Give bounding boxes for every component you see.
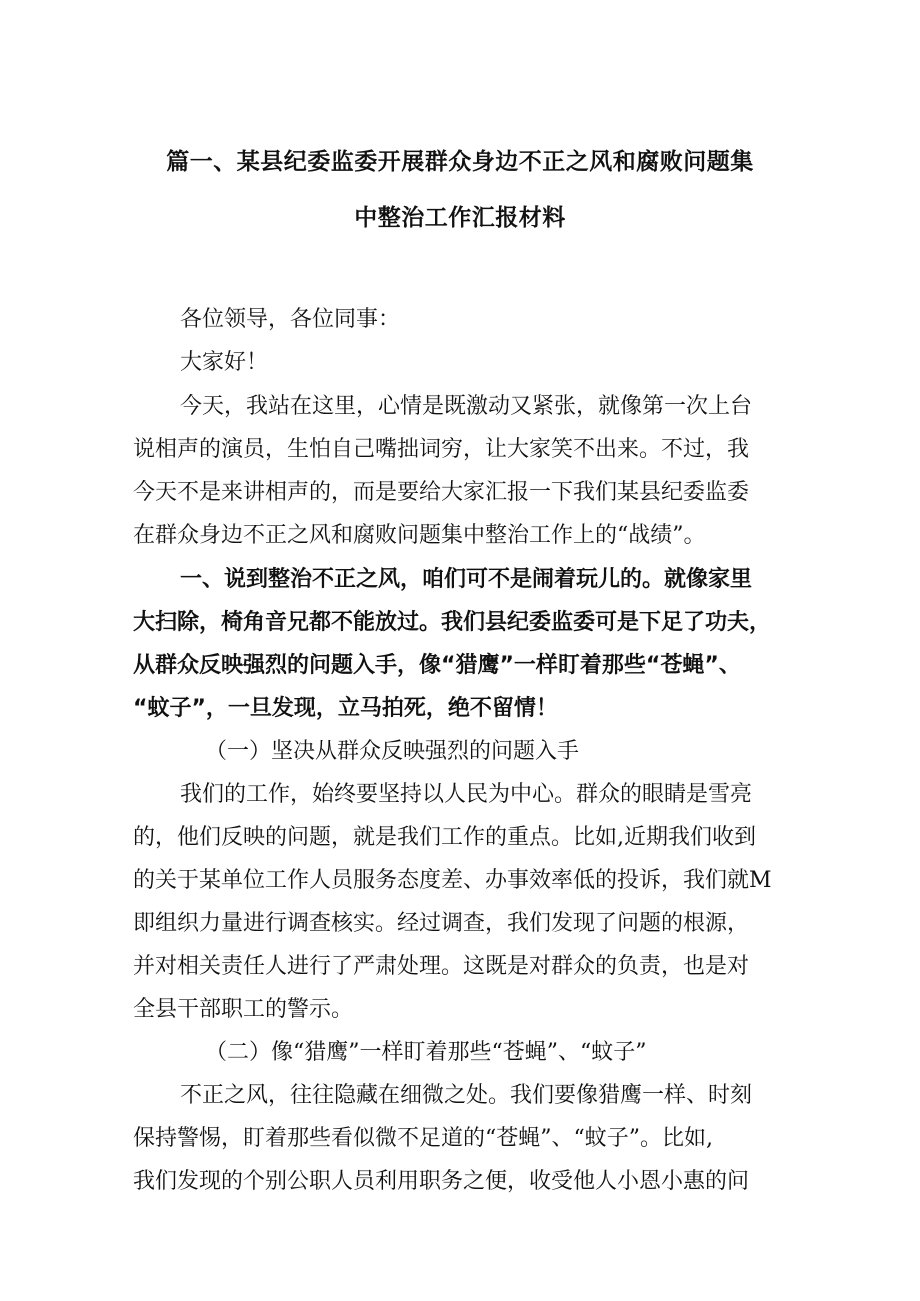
subsection-1-body-line: 的关于某单位工作人员服务态度差、办事效率低的投诉，我们就M [133, 868, 772, 893]
subsection-2-body-line: 保持警惕，盯着那些看似微不足道的“苍蝇”、“蚊子”。比如, [133, 1126, 713, 1151]
subsection-2-heading: （二）像“猎鹰”一样盯着那些“苍蝇”、“蚊子” [205, 1040, 647, 1065]
intro-line: 今天不是来讲相声的，而是要给大家汇报一下我们某县纪委监委 [133, 480, 750, 505]
subsection-1-body-line: 全县干部职工的警示。 [133, 997, 354, 1022]
subsection-1-body-line: 我们的工作，始终要坚持以人民为中心。群众的眼睛是雪亮 [180, 782, 753, 807]
section-1-heading-line: 一、说到整治不正之风，咱们可不是闹着玩儿的。就像家里 [180, 567, 753, 592]
intro-line: 今天，我站在这里，心情是既激动又紧张，就像第一次上台 [180, 394, 753, 419]
document-title-line-2: 中整治工作汇报材料 [354, 205, 566, 231]
subsection-1-heading: （一）坚决从群众反映强烈的问题入手 [205, 739, 580, 764]
subsection-1-body-line: 即组织力量进行调查核实。经过调查，我们发现了问题的根源， [133, 911, 750, 936]
hello-line: 大家好！ [180, 350, 269, 375]
document-title-line-1: 篇一、某县纪委监委开展群众身边不正之风和腐败问题集 [166, 149, 754, 175]
section-1-heading-line: “蚊子”，一旦发现，立马拍死，绝不留情！ [133, 696, 558, 721]
subsection-2-body-line: 我们发现的个别公职人员利用职务之便，收受他人小恩小惠的问 [133, 1169, 750, 1194]
subsection-1-body-line: 并对相关责任人进行了严肃处理。这既是对群众的负责，也是对 [133, 954, 750, 979]
intro-line: 说相声的演员，生怕自己嘴拙词穷，让大家笑不出来。不过，我 [133, 437, 750, 462]
section-1-heading-line: 大扫除，椅角音兄都不能放过。我们县纪委监委可是下足了功夫， [133, 610, 772, 635]
intro-line: 在群众身边不正之风和腐败问题集中整治工作上的“战绩”。 [133, 523, 706, 548]
greeting: 各位领导，各位同事： [180, 307, 401, 332]
section-1-heading-line: 从群众反映强烈的问题入手，像“猎鹰”一样盯着那些“苍蝇”、 [133, 653, 741, 678]
subsection-1-body-line: 的，他们反映的问题，就是我们工作的重点。比如,近期我们收到 [133, 825, 756, 850]
subsection-2-body-line: 不正之风，往往隐藏在细微之处。我们要像猎鹰一样、时刻 [180, 1083, 753, 1108]
